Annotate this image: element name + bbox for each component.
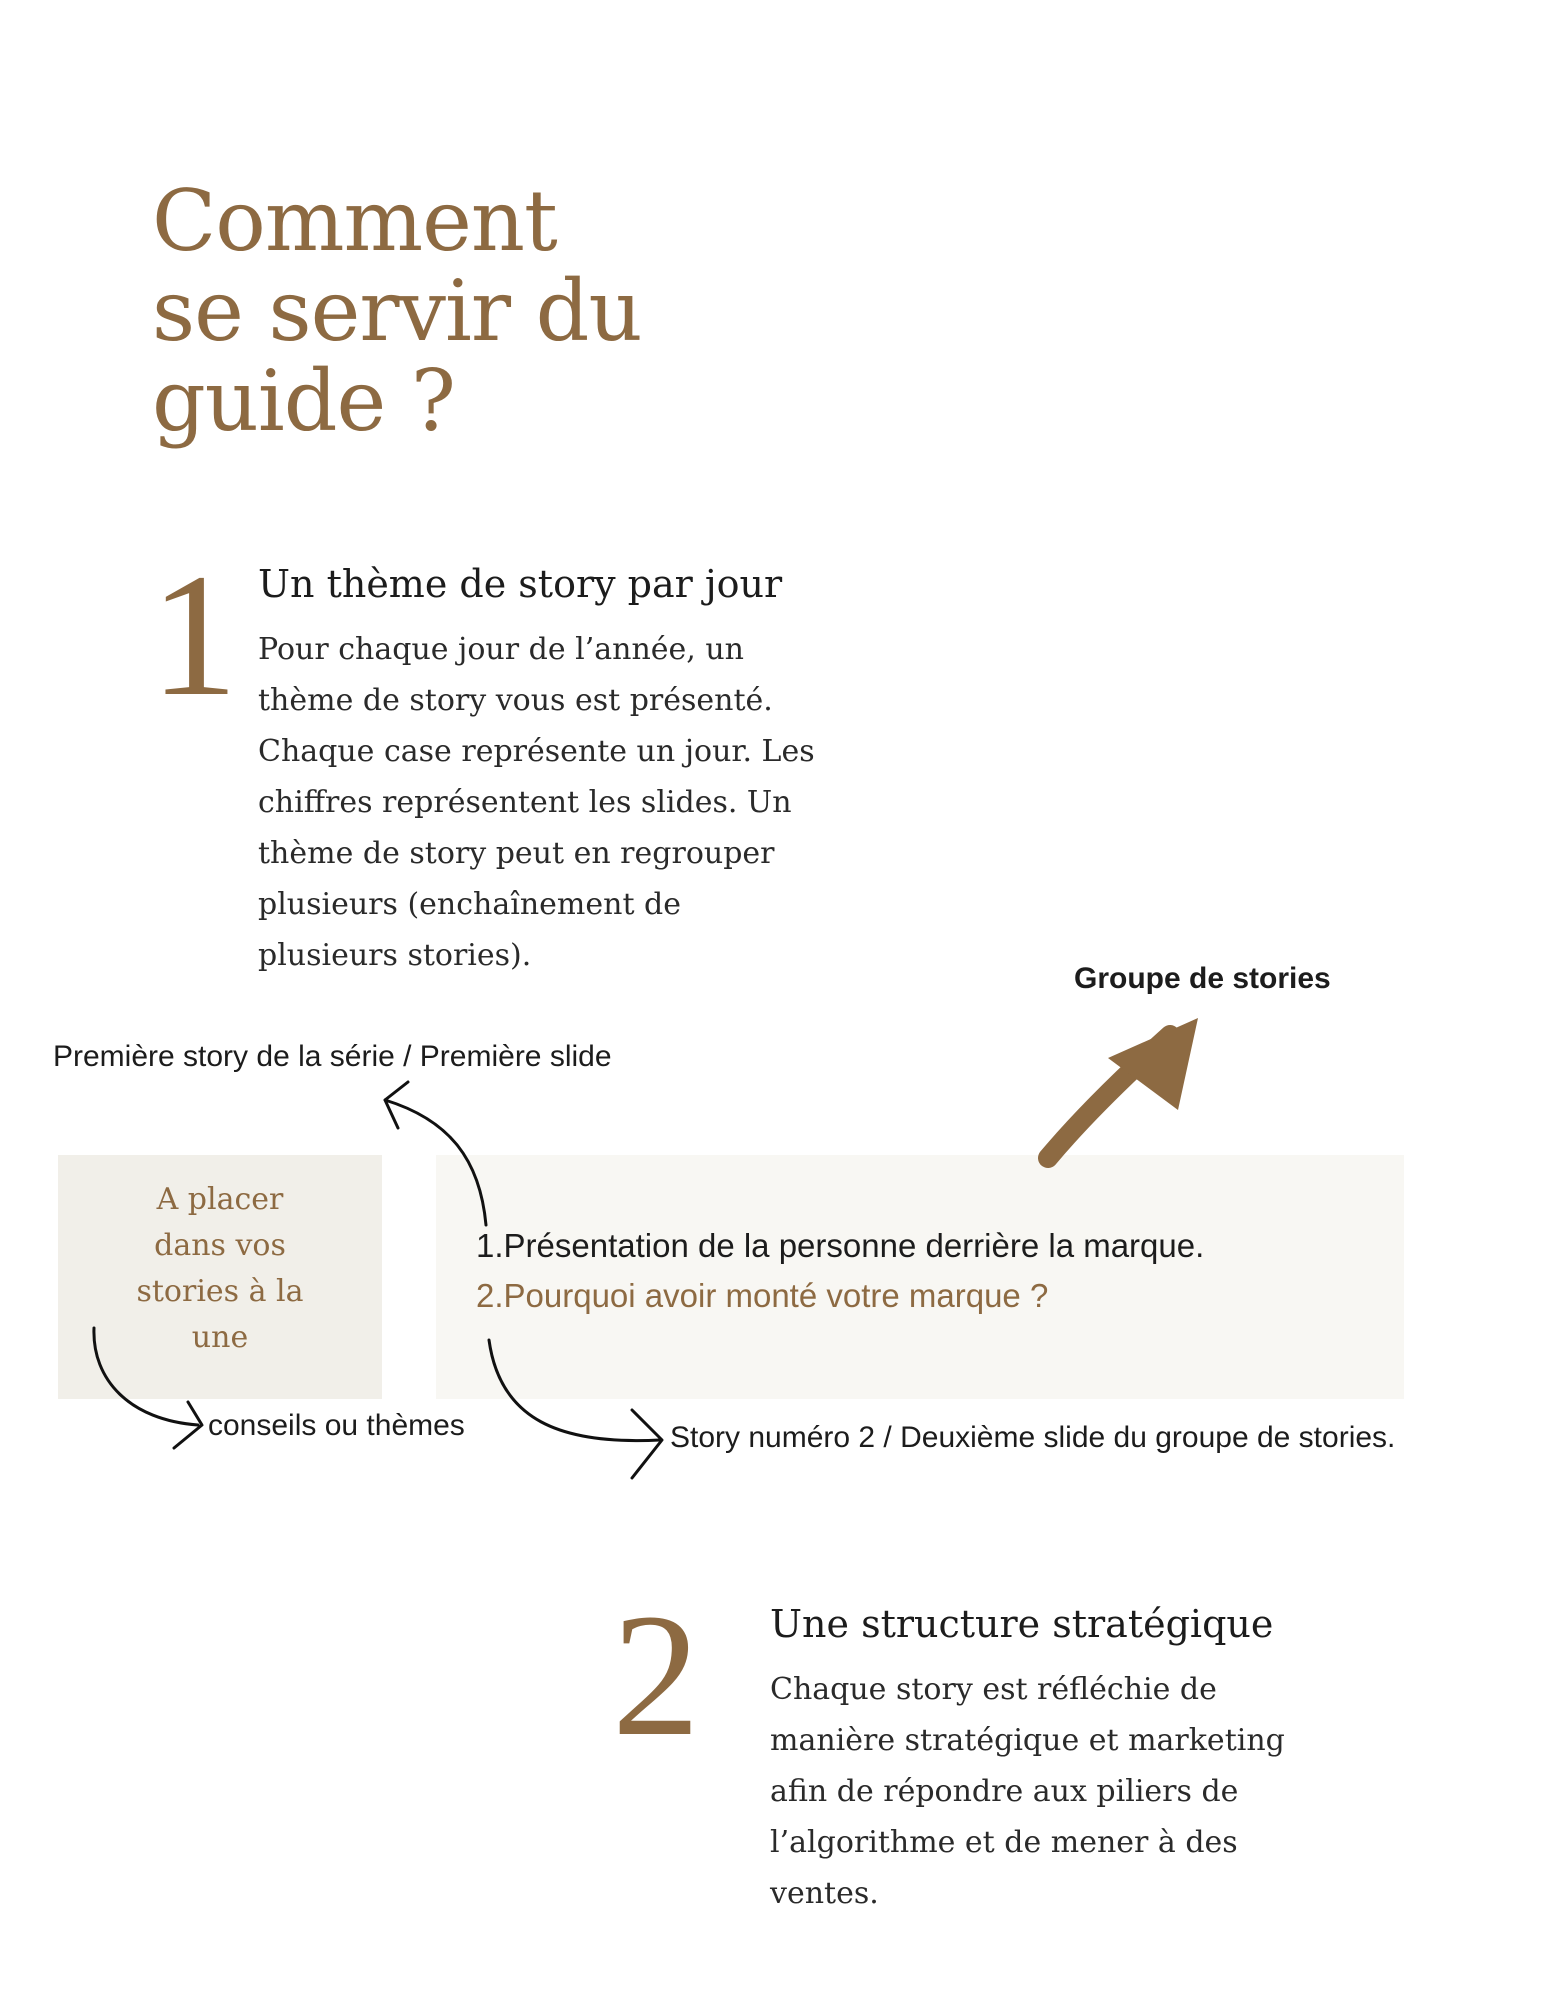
story-item-1: 1.Présentation de la personne derrière la marque. xyxy=(476,1227,1205,1264)
tips-label: conseils ou thèmes xyxy=(208,1409,465,1442)
section-2-number: 2 xyxy=(612,1578,700,1773)
paragraph-line: manière stratégique et marketing xyxy=(770,1723,1285,1758)
paragraph-line: chiffres représentent les slides. Un xyxy=(258,785,792,820)
paragraph-line: plusieurs stories). xyxy=(258,938,532,973)
highlight-line: dans vos xyxy=(154,1228,286,1263)
paragraph-line: l’algorithme et de mener à des xyxy=(770,1825,1238,1860)
paragraph-line: plusieurs (enchaînement de xyxy=(258,887,681,922)
first-story-label: Première story de la série / Première slide xyxy=(53,1040,612,1073)
section-2-paragraph xyxy=(770,1664,1390,1919)
paragraph-line: thème de story vous est présenté. xyxy=(258,683,773,718)
first-story-arrow-icon xyxy=(385,1082,486,1225)
title-line: Comment xyxy=(152,172,557,270)
section-1-number: 1 xyxy=(150,538,238,733)
highlight-line: stories à la xyxy=(136,1274,304,1309)
paragraph-line: Chaque case représente un jour. Les xyxy=(258,734,815,769)
highlight-line: une xyxy=(191,1320,249,1355)
group-arrow-icon xyxy=(1048,1018,1198,1158)
section-1-heading: Un thème de story par jour xyxy=(258,562,783,606)
paragraph-line: Pour chaque jour de l’année, un xyxy=(258,632,744,667)
paragraph-line: thème de story peut en regrouper xyxy=(258,836,775,871)
paragraph-line: ventes. xyxy=(770,1876,879,1911)
second-story-label: Story numéro 2 / Deuxième slide du groupe de stories. xyxy=(670,1421,1396,1454)
group-stories-label: Groupe de stories xyxy=(1074,962,1331,995)
section-2-heading: Une structure stratégique xyxy=(770,1602,1274,1646)
paragraph-line: Chaque story est réfléchie de xyxy=(770,1672,1217,1707)
tips-arrow-icon xyxy=(94,1328,202,1448)
title-line: se servir du xyxy=(152,262,642,360)
highlight-line: A placer xyxy=(156,1182,284,1217)
title-line: guide ? xyxy=(152,352,455,450)
paragraph-line: afin de répondre aux piliers de xyxy=(770,1774,1239,1809)
second-story-arrow-icon xyxy=(489,1340,662,1478)
story-item-2: 2.Pourquoi avoir monté votre marque ? xyxy=(476,1277,1049,1314)
